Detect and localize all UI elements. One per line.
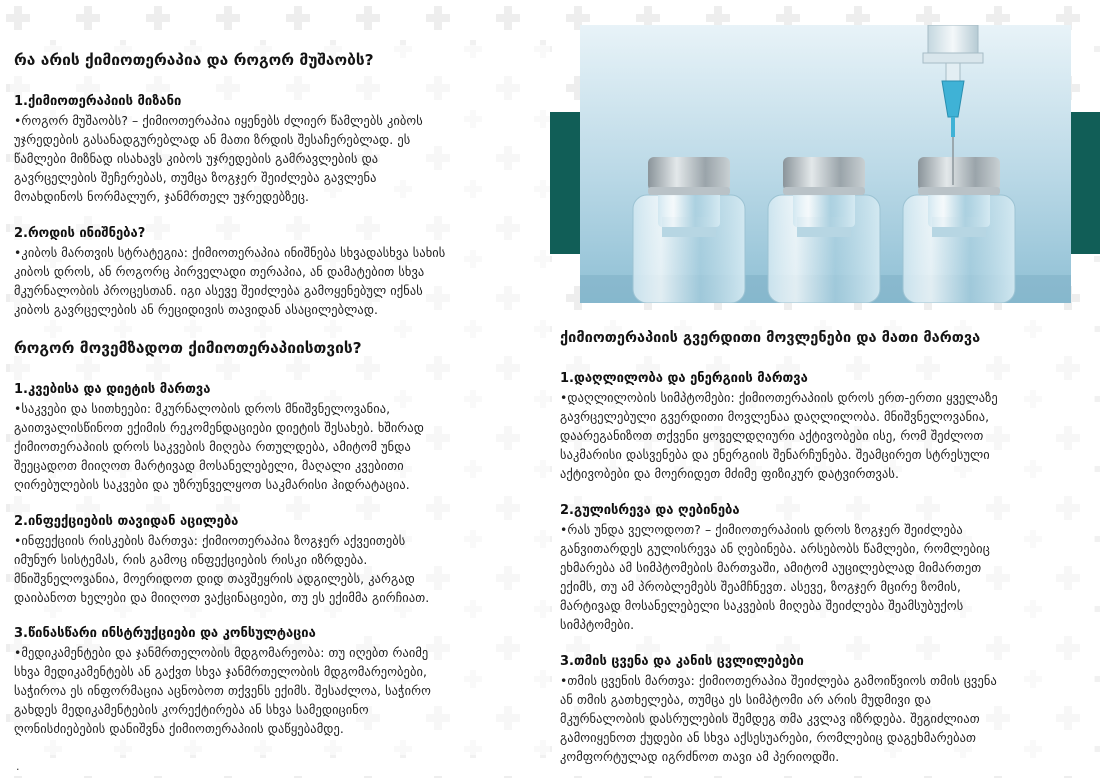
- section-chemo-purpose: [14, 92, 544, 206]
- section-title: 2.ინფექციების თავიდან აცილება: [14, 514, 239, 529]
- heading-side-effects: ქიმიოთერაპიის გვერდითი მოვლენები და მათი მართვა: [560, 329, 981, 346]
- heading-how-to-prepare: როგორ მოვემზადოთ ქიმიოთერაპიისთვის?: [14, 339, 362, 357]
- section-text: •ინფექციის რისკების მართვა: ქიმიოთერაპია ზოგჯერ აქვეითებს იმუნურ სისტემას, რის გამოც ინფექციების რისკი იზრდება. მნიშვნელოვანია, მოერიდოთ დიდ თავშეყრის ადგილებს, კარგად დაიბანოთ ხელები და მიიღოთ ვაქცინაციები, თუ ეს ექიმმა გირჩიათ.: [14, 533, 430, 605]
- section-instructions-consultation: [14, 624, 544, 738]
- photo-block: [550, 25, 1100, 305]
- section-infection-prevention: [14, 512, 544, 607]
- section-text: •დაღლილობის სიმპტომები: ქიმიოთერაპიის დროს ერთ-ერთი ყველაზე გავრცელებული გვერდითი მოვლენაა დაღლილობა. მნიშვნელოვანია, დაარეგანიზოთ თქვენი ყოველდღიური აქტივობები ისე, რომ შეძლოთ საკმარისი დასვენება და ენერგიის შენარჩუნება. შეამცირეთ სტრესული აქტივობები და მოერიდეთ მძიმე ფიზიკურ დატვირთვას.: [560, 390, 998, 481]
- section-text: •თმის ცვენის მართვა: ქიმიოთერაპია შეიძლება გამოიწვიოს თმის ცვენა ან თმის გათხელება, თუმცა ეს სიმპტომი არ არის მუდმივი და მკურნალობის დასრულების შემდეგ თმა კვლავ იზრდება. შეგიძლიათ გამოიყენოთ ქუდები ან სხვა აქსესუარები, რომლებიც დაგეხმარებათ კომფორტულად იგრძნოთ თავი ამ პერიოდში.: [560, 673, 997, 764]
- section-fatigue: [560, 369, 1088, 483]
- section-title: 1.დაღლილობა და ენერგიის მართვა: [560, 371, 808, 386]
- section-hair-skin: [560, 652, 1088, 766]
- vials-syringe-photo: [580, 25, 1071, 303]
- section-text: •რას უნდა ველოდოთ? – ქიმიოთერაპიის დროს ზოგჯერ შეიძლება განვითარდეს გულისრევა ან ღებინება. არსებობს წამლები, რომლებიც ეხმარება ამ სიმპტომების მართვაში, ამიტომ აუცილებლად მიმართეთ ექიმს, თუ ამ პრობლემებს შეამჩნევთ. ასევე, ზოგჯერ მცირე ზომის, მარტივად მოსანელებელი საკვების მიღება შეიძლება შეამსუბუქოს სიმპტომები.: [560, 522, 990, 632]
- section-text: •კიბოს მართვის სტრატეგია: ქიმიოთერაპია ინიშნება სხვადასხვა სახის კიბოს დროს, ან როგორც პირველადი თერაპია, ან დამატებით სხვა მკურნალობის პროცესთან. იგი ასევე შეიძლება გამოყენებულ იქნას კიბოს გავრცელების ან რეციდივის თავიდან ასაცილებლად.: [14, 245, 446, 317]
- section-title: 2.როდის ინიშნება?: [14, 226, 146, 241]
- section-nutrition: [14, 380, 544, 494]
- vial-right: [903, 157, 1015, 303]
- section-when-prescribed: [14, 224, 544, 319]
- vials-syringe-illustration: [580, 25, 1071, 303]
- footer-mark: .: [16, 760, 20, 773]
- teal-band-left: [550, 112, 582, 254]
- heading-what-is-chemo: რა არის ქიმიოთერაპია და როგორ მუშაობს?: [14, 51, 374, 69]
- section-title: 3.წინასწარი ინსტრუქციები და კონსულტაცია: [14, 626, 316, 641]
- section-title: 2.გულისრევა და ღებინება: [560, 503, 740, 518]
- section-title: 1.კვებისა და დიეტის მართვა: [14, 382, 211, 397]
- vial-left: [633, 157, 745, 303]
- section-text: •მედიკამენტები და ჯანმრთელობის მდგომარეობა: თუ იღებთ რაიმე სხვა მედიკამენტებს ან გაქვთ სხვა ჯანმრთელობის მდგომარეობები, საჭიროა ეს ინფორმაცია აცნობოთ თქვენს ექიმს. შესაძლოა, საჭირო გახდეს მედიკამენტების კორექტირება ან სხვა სამედიცინო ღონისძიებების დანიშვნა ქიმიოთერაპიის დაწყებამდე.: [14, 645, 431, 736]
- section-title: 1.ქიმიოთერაპიის მიზანი: [14, 94, 182, 109]
- section-nausea: [560, 501, 1088, 634]
- section-title: 3.თმის ცვენა და კანის ცვლილებები: [560, 654, 804, 669]
- vial-middle: [768, 157, 880, 303]
- section-text: •საკვები და სითხეები: მკურნალობის დროს მნიშვნელოვანია, გაითვალისწინოთ ექიმის რეკომენდაციები დიეტის შესახებ. ხშირად ქიმიოთერაპიის დროს საკვების მიღება რთულდება, ამიტომ უნდა შეეცადოთ მიიღოთ მარტივად მოსანელებელი, მაღალი კვებითი ღირებულების საკვები და უზრუნველყოთ საკმარისი ჰიდრატაცია.: [14, 401, 425, 492]
- teal-band-right: [1068, 112, 1100, 254]
- section-text: •როგორ მუშაობს? – ქიმიოთერაპია იყენებს ძლიერ წამლებს კიბოს უჯრედების გასანადგურებლად ან მათი ზრდის შესაჩერებლად. ეს წამლები მიზნად ისახავს კიბოს უჯრედების გამრავლების და გავრცელების შეჩერებას, თუმცა ზოგჯერ შეიძლება გავლენა მოახდინოს ნორმალურ, ჯანმრთელ უჯრედებზეც.: [14, 113, 423, 204]
